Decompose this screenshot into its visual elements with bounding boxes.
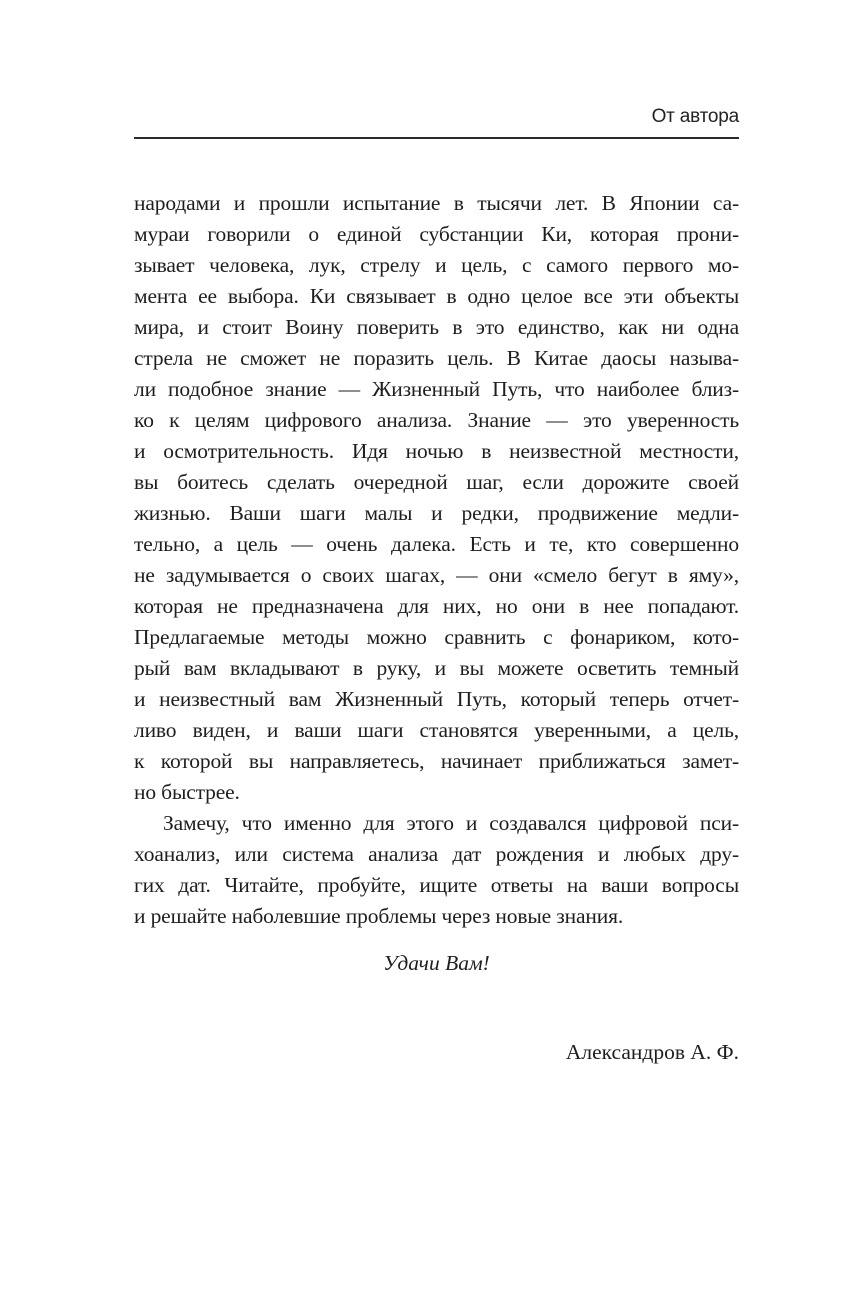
author-signature: Александров А. Ф. <box>565 1040 739 1064</box>
text-line: рый вам вкладывают в руку, и вы можете осветить темный <box>134 656 739 680</box>
text-line: которая не предназначена для них, но они в нее попадают. <box>134 594 739 618</box>
text-line: стрела не сможет не поразить цель. В Китае даосы называ- <box>134 346 739 370</box>
text-line: мира, и стоит Воину поверить в это единство, как ни одна <box>134 315 739 339</box>
text-line: гих дат. Читайте, пробуйте, ищите ответы на ваши вопросы <box>134 873 739 897</box>
body-text <box>134 188 739 932</box>
text-line: народами и прошли испытание в тысячи лет. В Японии са- <box>134 191 739 215</box>
text-line: вы боитесь сделать очередной шаг, если дорожите своей <box>134 470 739 494</box>
text-line: и осмотрительность. Идя ночью в неизвестной местности, <box>134 439 739 463</box>
running-header: От автора <box>651 106 739 127</box>
text-line: тельно, а цель — очень далека. Есть и те, кто совершенно <box>134 532 739 556</box>
text-line: и неизвестный вам Жизненный Путь, который теперь отчет- <box>134 687 739 711</box>
text-line: хоанализ, или система анализа дат рождения и любых дру- <box>134 842 739 866</box>
text-line: жизнью. Ваши шаги малы и редки, продвижение медли- <box>134 501 739 525</box>
text-line: ко к целям цифрового анализа. Знание — это уверенность <box>134 408 739 432</box>
text-line: к которой вы направляетесь, начинает приближаться замет- <box>134 749 739 773</box>
paragraph-1 <box>134 188 739 808</box>
text-line: зывает человека, лук, стрелу и цель, с самого первого мо- <box>134 253 739 277</box>
text-line: и решайте наболевшие проблемы через новые знания. <box>134 904 624 928</box>
header-rule <box>134 137 739 139</box>
closing-wish: Удачи Вам! <box>383 951 490 975</box>
text-line: не задумывается о своих шагах, — они «смело бегут в яму», <box>134 563 739 587</box>
text-line: ливо виден, и ваши шаги становятся уверенными, а цель, <box>134 718 739 742</box>
paragraph-2 <box>134 808 739 932</box>
text-line: Замечу, что именно для этого и создавался цифровой пси- <box>163 811 739 835</box>
text-line: Предлагаемые методы можно сравнить с фонариком, кото- <box>134 625 739 649</box>
text-line: мента ее выбора. Ки связывает в одно целое все эти объекты <box>134 284 739 308</box>
text-line: ли подобное знание — Жизненный Путь, что наиболее близ- <box>134 377 739 401</box>
text-line: мураи говорили о единой субстанции Ки, которая прони- <box>134 222 739 246</box>
text-line: но быстрее. <box>134 780 240 804</box>
